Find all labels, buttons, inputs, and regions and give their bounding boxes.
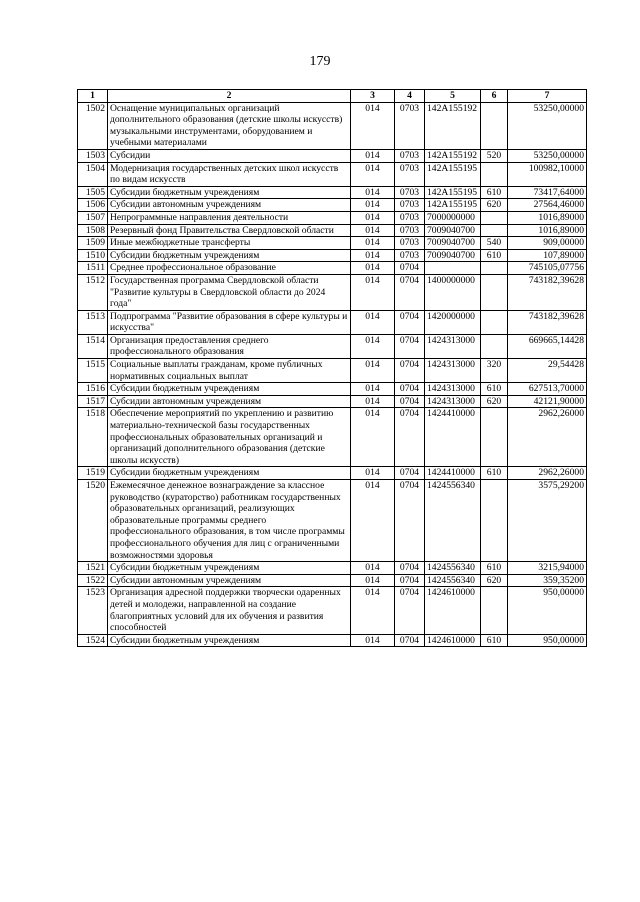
header-cell: 2	[108, 90, 351, 103]
header-cell: 7	[508, 90, 587, 103]
expense-type-cell: 610	[481, 249, 508, 262]
row-number-cell: 1509	[78, 237, 108, 250]
table-row	[78, 334, 587, 358]
target-article-cell: 7009040700	[425, 237, 481, 250]
row-number-cell: 1522	[78, 574, 108, 587]
section-code-cell: 0704	[395, 587, 425, 634]
item-name-cell: Субсидии бюджетным учреждениям	[108, 562, 351, 575]
item-name-cell: Оснащение муниципальных организаций дополнительного образования (детские школы искусств) музыкальными инструментами, оборудованием и учебными материалами	[108, 102, 351, 149]
target-article-cell: 142А155195	[425, 199, 481, 212]
amount-cell: 950,00000	[508, 587, 587, 634]
row-number-cell: 1513	[78, 310, 108, 334]
item-name-cell: Субсидии бюджетным учреждениям	[108, 467, 351, 480]
item-name-cell: Резервный фонд Правительства Свердловской области	[108, 224, 351, 237]
ministry-code-cell: 014	[351, 574, 395, 587]
ministry-code-cell: 014	[351, 262, 395, 275]
expense-type-cell: 610	[481, 467, 508, 480]
section-code-cell: 0704	[395, 274, 425, 310]
table-row	[78, 587, 587, 634]
section-code-cell: 0703	[395, 199, 425, 212]
table-row	[78, 467, 587, 480]
amount-cell: 29,54428	[508, 359, 587, 383]
header-cell: 4	[395, 90, 425, 103]
item-name-cell: Организация предоставления среднего профессионального образования	[108, 334, 351, 358]
ministry-code-cell: 014	[351, 310, 395, 334]
item-name-cell: Обеспечение мероприятий по укреплению и развитию материально-технической базы государственных профессиональных образовательных организаций и организаций дополнительного образования (детские школы искусств)	[108, 408, 351, 467]
expense-type-cell	[481, 334, 508, 358]
expense-type-cell	[481, 310, 508, 334]
ministry-code-cell: 014	[351, 102, 395, 149]
ministry-code-cell: 014	[351, 383, 395, 396]
section-code-cell: 0704	[395, 634, 425, 647]
ministry-code-cell: 014	[351, 274, 395, 310]
table-row	[78, 224, 587, 237]
expense-type-cell	[481, 480, 508, 562]
ministry-code-cell: 014	[351, 334, 395, 358]
header-row	[78, 90, 587, 103]
header-cell: 1	[78, 90, 108, 103]
table-row	[78, 149, 587, 162]
amount-cell: 743182,39628	[508, 310, 587, 334]
section-code-cell: 0704	[395, 408, 425, 467]
amount-cell: 53250,00000	[508, 102, 587, 149]
item-name-cell: Среднее профессиональное образование	[108, 262, 351, 275]
ministry-code-cell: 014	[351, 162, 395, 186]
row-number-cell: 1508	[78, 224, 108, 237]
section-code-cell: 0703	[395, 224, 425, 237]
section-code-cell: 0704	[395, 262, 425, 275]
section-code-cell: 0703	[395, 162, 425, 186]
row-number-cell: 1520	[78, 480, 108, 562]
target-article-cell: 1424556340	[425, 574, 481, 587]
section-code-cell: 0704	[395, 359, 425, 383]
ministry-code-cell: 014	[351, 467, 395, 480]
row-number-cell: 1515	[78, 359, 108, 383]
target-article-cell: 7000000000	[425, 211, 481, 224]
row-number-cell: 1519	[78, 467, 108, 480]
expense-type-cell: 610	[481, 186, 508, 199]
section-code-cell: 0703	[395, 149, 425, 162]
section-code-cell: 0704	[395, 562, 425, 575]
expense-type-cell	[481, 224, 508, 237]
table-row	[78, 186, 587, 199]
section-code-cell: 0704	[395, 383, 425, 396]
row-number-cell: 1507	[78, 211, 108, 224]
item-name-cell: Государственная программа Свердловской области "Развитие культуры в Свердловской области до 2024 года"	[108, 274, 351, 310]
section-code-cell: 0703	[395, 249, 425, 262]
amount-cell: 42121,90000	[508, 395, 587, 408]
amount-cell: 107,89000	[508, 249, 587, 262]
amount-cell: 2962,26000	[508, 408, 587, 467]
target-article-cell: 142А155195	[425, 186, 481, 199]
expense-type-cell	[481, 211, 508, 224]
section-code-cell: 0703	[395, 211, 425, 224]
target-article-cell: 142А155192	[425, 102, 481, 149]
ministry-code-cell: 014	[351, 587, 395, 634]
table-row	[78, 211, 587, 224]
section-code-cell: 0704	[395, 395, 425, 408]
item-name-cell: Субсидии автономным учреждениям	[108, 395, 351, 408]
target-article-cell: 7009040700	[425, 249, 481, 262]
amount-cell: 1016,89000	[508, 224, 587, 237]
row-number-cell: 1505	[78, 186, 108, 199]
table-row	[78, 237, 587, 250]
target-article-cell: 7009040700	[425, 224, 481, 237]
header-cell: 5	[425, 90, 481, 103]
expense-type-cell: 610	[481, 634, 508, 647]
section-code-cell: 0704	[395, 334, 425, 358]
ministry-code-cell: 014	[351, 395, 395, 408]
target-article-cell: 1424610000	[425, 634, 481, 647]
expense-type-cell	[481, 262, 508, 275]
target-article-cell: 1424556340	[425, 480, 481, 562]
item-name-cell: Подпрограмма "Развитие образования в сфере культуры и искусства"	[108, 310, 351, 334]
item-name-cell: Модернизация государственных детских школ искусств по видам искусств	[108, 162, 351, 186]
expense-type-cell: 620	[481, 574, 508, 587]
item-name-cell: Иные межбюджетные трансферты	[108, 237, 351, 250]
expense-type-cell	[481, 162, 508, 186]
row-number-cell: 1511	[78, 262, 108, 275]
amount-cell: 27564,46000	[508, 199, 587, 212]
amount-cell: 3215,94000	[508, 562, 587, 575]
row-number-cell: 1521	[78, 562, 108, 575]
ministry-code-cell: 014	[351, 634, 395, 647]
amount-cell: 2962,26000	[508, 467, 587, 480]
expense-type-cell: 320	[481, 359, 508, 383]
row-number-cell: 1510	[78, 249, 108, 262]
amount-cell: 909,00000	[508, 237, 587, 250]
item-name-cell: Субсидии бюджетным учреждениям	[108, 383, 351, 396]
expense-type-cell	[481, 274, 508, 310]
table-row	[78, 310, 587, 334]
row-number-cell: 1523	[78, 587, 108, 634]
amount-cell: 3575,29200	[508, 480, 587, 562]
target-article-cell: 1424313000	[425, 334, 481, 358]
budget-table	[77, 89, 587, 647]
target-article-cell: 1424410000	[425, 408, 481, 467]
expense-type-cell: 620	[481, 395, 508, 408]
table-row	[78, 102, 587, 149]
table-row	[78, 199, 587, 212]
table-row	[78, 274, 587, 310]
amount-cell: 743182,39628	[508, 274, 587, 310]
expense-type-cell	[481, 102, 508, 149]
page-number: 179	[309, 54, 331, 69]
table-row	[78, 408, 587, 467]
expense-type-cell	[481, 587, 508, 634]
target-article-cell: 1424313000	[425, 383, 481, 396]
item-name-cell: Субсидии бюджетным учреждениям	[108, 249, 351, 262]
item-name-cell: Субсидии	[108, 149, 351, 162]
table-row	[78, 162, 587, 186]
table-row	[78, 249, 587, 262]
ministry-code-cell: 014	[351, 408, 395, 467]
amount-cell: 627513,70000	[508, 383, 587, 396]
amount-cell: 100982,10000	[508, 162, 587, 186]
amount-cell: 950,00000	[508, 634, 587, 647]
table-row	[78, 562, 587, 575]
target-article-cell: 1424410000	[425, 467, 481, 480]
target-article-cell: 1424313000	[425, 359, 481, 383]
section-code-cell: 0704	[395, 310, 425, 334]
ministry-code-cell: 014	[351, 249, 395, 262]
row-number-cell: 1524	[78, 634, 108, 647]
item-name-cell: Субсидии автономным учреждениям	[108, 199, 351, 212]
section-code-cell: 0703	[395, 237, 425, 250]
header-cell: 3	[351, 90, 395, 103]
row-number-cell: 1517	[78, 395, 108, 408]
expense-type-cell: 620	[481, 199, 508, 212]
table-row	[78, 574, 587, 587]
amount-cell: 669665,14428	[508, 334, 587, 358]
row-number-cell: 1512	[78, 274, 108, 310]
table-row	[78, 383, 587, 396]
row-number-cell: 1518	[78, 408, 108, 467]
ministry-code-cell: 014	[351, 211, 395, 224]
target-article-cell: 1424610000	[425, 587, 481, 634]
table-row	[78, 634, 587, 647]
section-code-cell: 0703	[395, 102, 425, 149]
item-name-cell: Организация адресной поддержки творчески одаренных детей и молодежи, направленной на создание благоприятных условий для их обучения и развития способностей	[108, 587, 351, 634]
target-article-cell	[425, 262, 481, 275]
expense-type-cell: 520	[481, 149, 508, 162]
target-article-cell: 142А155192	[425, 149, 481, 162]
ministry-code-cell: 014	[351, 199, 395, 212]
row-number-cell: 1502	[78, 102, 108, 149]
section-code-cell: 0703	[395, 186, 425, 199]
ministry-code-cell: 014	[351, 480, 395, 562]
row-number-cell: 1514	[78, 334, 108, 358]
item-name-cell: Непрограммные направления деятельности	[108, 211, 351, 224]
section-code-cell: 0704	[395, 574, 425, 587]
row-number-cell: 1506	[78, 199, 108, 212]
item-name-cell: Социальные выплаты гражданам, кроме публичных нормативных социальных выплат	[108, 359, 351, 383]
expense-type-cell: 610	[481, 383, 508, 396]
table-row	[78, 480, 587, 562]
amount-cell: 1016,89000	[508, 211, 587, 224]
row-number-cell: 1504	[78, 162, 108, 186]
item-name-cell: Ежемесячное денежное вознаграждение за классное руководство (кураторство) работникам государственных образовательных организаций, реализующих образовательные программы среднего профессионального образования, в том числе программы профессионального обучения для лиц с ограниченными возможностями здоровья	[108, 480, 351, 562]
row-number-cell: 1516	[78, 383, 108, 396]
table-row	[78, 262, 587, 275]
item-name-cell: Субсидии автономным учреждениям	[108, 574, 351, 587]
amount-cell: 745105,07756	[508, 262, 587, 275]
target-article-cell: 1424313000	[425, 395, 481, 408]
section-code-cell: 0704	[395, 467, 425, 480]
ministry-code-cell: 014	[351, 224, 395, 237]
target-article-cell: 1424556340	[425, 562, 481, 575]
ministry-code-cell: 014	[351, 237, 395, 250]
header-cell: 6	[481, 90, 508, 103]
amount-cell: 73417,64000	[508, 186, 587, 199]
table-row	[78, 395, 587, 408]
target-article-cell: 1400000000	[425, 274, 481, 310]
target-article-cell: 1420000000	[425, 310, 481, 334]
table-row	[78, 359, 587, 383]
ministry-code-cell: 014	[351, 186, 395, 199]
ministry-code-cell: 014	[351, 359, 395, 383]
expense-type-cell: 610	[481, 562, 508, 575]
ministry-code-cell: 014	[351, 562, 395, 575]
amount-cell: 53250,00000	[508, 149, 587, 162]
expense-type-cell: 540	[481, 237, 508, 250]
expense-type-cell	[481, 408, 508, 467]
item-name-cell: Субсидии бюджетным учреждениям	[108, 186, 351, 199]
ministry-code-cell: 014	[351, 149, 395, 162]
item-name-cell: Субсидии бюджетным учреждениям	[108, 634, 351, 647]
target-article-cell: 142А155195	[425, 162, 481, 186]
amount-cell: 359,35200	[508, 574, 587, 587]
section-code-cell: 0704	[395, 480, 425, 562]
row-number-cell: 1503	[78, 149, 108, 162]
